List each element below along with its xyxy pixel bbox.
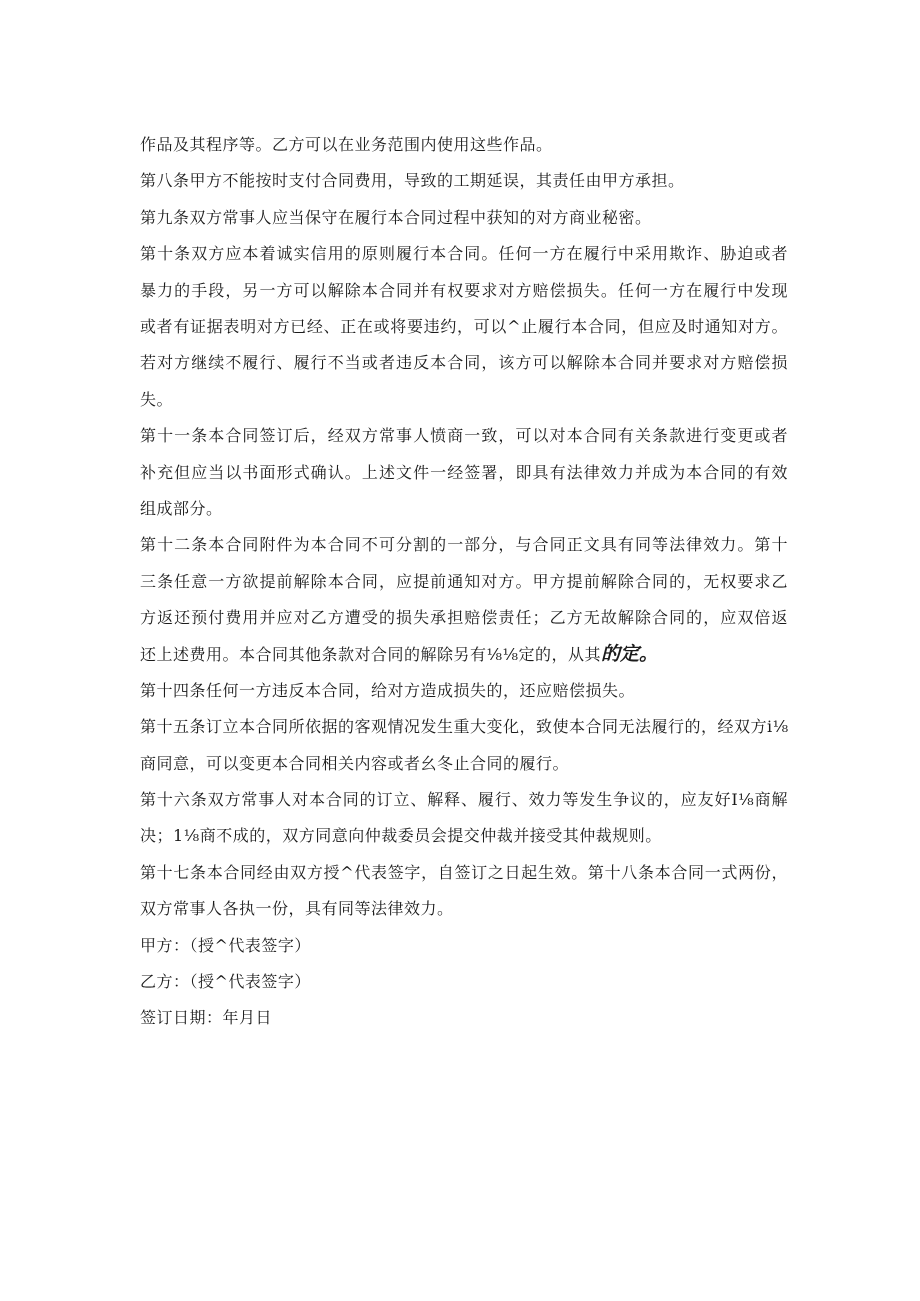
text-line: 第八条甲方不能按时支付合同费用，导致的工期延误，其责任由甲方承担。 bbox=[140, 171, 685, 191]
clause-9 bbox=[140, 200, 790, 236]
text-line: 第十二条本合同附件为本合同不可分割的一部分，与合同正文具有同等法律效力。第十 bbox=[140, 535, 788, 555]
clause-8 bbox=[140, 163, 790, 199]
clause-12-13 bbox=[140, 527, 790, 673]
text-line bbox=[140, 636, 790, 672]
signing-date bbox=[140, 1000, 790, 1036]
text-line: 第十一条本合同签订后，经双方常事人愤商一致，可以对本合同有关条款进行变更或者 bbox=[140, 426, 788, 446]
text-line: 第十六条双方常事人对本合同的订立、解释、履行、效力等发生争议的，应友好I⅛商解 bbox=[140, 790, 788, 810]
clause-15 bbox=[140, 709, 790, 782]
text-line: 暴力的手段，另一方可以解除本合同并有权要求对方赔偿损失。任何一方在履行中发现 bbox=[140, 280, 788, 300]
emphasized-text: 的定。 bbox=[601, 643, 659, 666]
clause-7-continuation bbox=[140, 127, 790, 163]
clause-11 bbox=[140, 418, 790, 527]
contract-body bbox=[140, 127, 790, 1037]
text-line: 第九条双方常事人应当保守在履行本合同过程中获知的对方商业秘密。 bbox=[140, 207, 652, 227]
text-line: 方返还预付费用并应对乙方遭受的损失承担赔偿责任；乙方无故解除合同的，应双倍返 bbox=[140, 608, 788, 628]
text-line: 组成部分。 bbox=[140, 498, 223, 518]
text-line: 第十条双方应本着诚实信用的原则履行本合同。任何一方在履行中采用欺诈、胁迫或者 bbox=[140, 244, 788, 264]
text-line: 乙方：（授^代表签字） bbox=[140, 971, 311, 991]
clause-16 bbox=[140, 782, 790, 855]
text-line: 甲方：（授^代表签字） bbox=[140, 935, 311, 955]
party-a-signature bbox=[140, 928, 790, 964]
text-line: 若对方继续不履行、履行不当或者违反本合同，该方可以解除本合同并要求对方赔偿损 bbox=[140, 353, 788, 373]
text-line-main: 还上述费用。本合同其他条款对合同的解除另有⅛⅛定的，从其 bbox=[140, 645, 602, 665]
text-line: 作品及其程序等。乙方可以在业务范围内使用这些作品。 bbox=[140, 135, 553, 154]
text-line: 第十五条订立本合同所依据的客观情况发生重大变化，致使本合同无法履行的，经双方i⅛ bbox=[140, 717, 789, 737]
text-line: 失。 bbox=[140, 389, 174, 409]
clause-10 bbox=[140, 236, 790, 418]
clause-14 bbox=[140, 673, 790, 709]
clause-17-18 bbox=[140, 855, 790, 928]
text-line: 签订日期：年月日 bbox=[140, 1008, 273, 1028]
text-line: 三条任意一方欲提前解除本合同，应提前通知对方。甲方提前解除合同的，无权要求乙 bbox=[140, 571, 788, 591]
text-line: 补充但应当以书面形式确认。上述文件一经签署，即具有法律效力并成为本合同的有效 bbox=[140, 462, 788, 482]
text-line: 双方常事人各执一份，具有同等法律效力。 bbox=[140, 899, 454, 919]
text-line: 第十七条本合同经由双方授^代表签字，自签订之日起生效。第十八条本合同一式两份， bbox=[140, 862, 788, 882]
text-line: 或者有证据表明对方已经、正在或将要违约，可以^止履行本合同，但应及时通知对方。 bbox=[140, 316, 788, 336]
text-line: 决；1⅛商不成的，双方同意向仲裁委员会提交仲裁并接受其仲裁规则。 bbox=[140, 826, 662, 846]
text-line: 商同意，可以变更本合同相关内容或者幺冬止合同的履行。 bbox=[140, 753, 570, 773]
party-b-signature bbox=[140, 964, 790, 1000]
text-line: 第十四条任何一方违反本合同，给对方造成损失的，还应赔偿损失。 bbox=[140, 680, 636, 700]
